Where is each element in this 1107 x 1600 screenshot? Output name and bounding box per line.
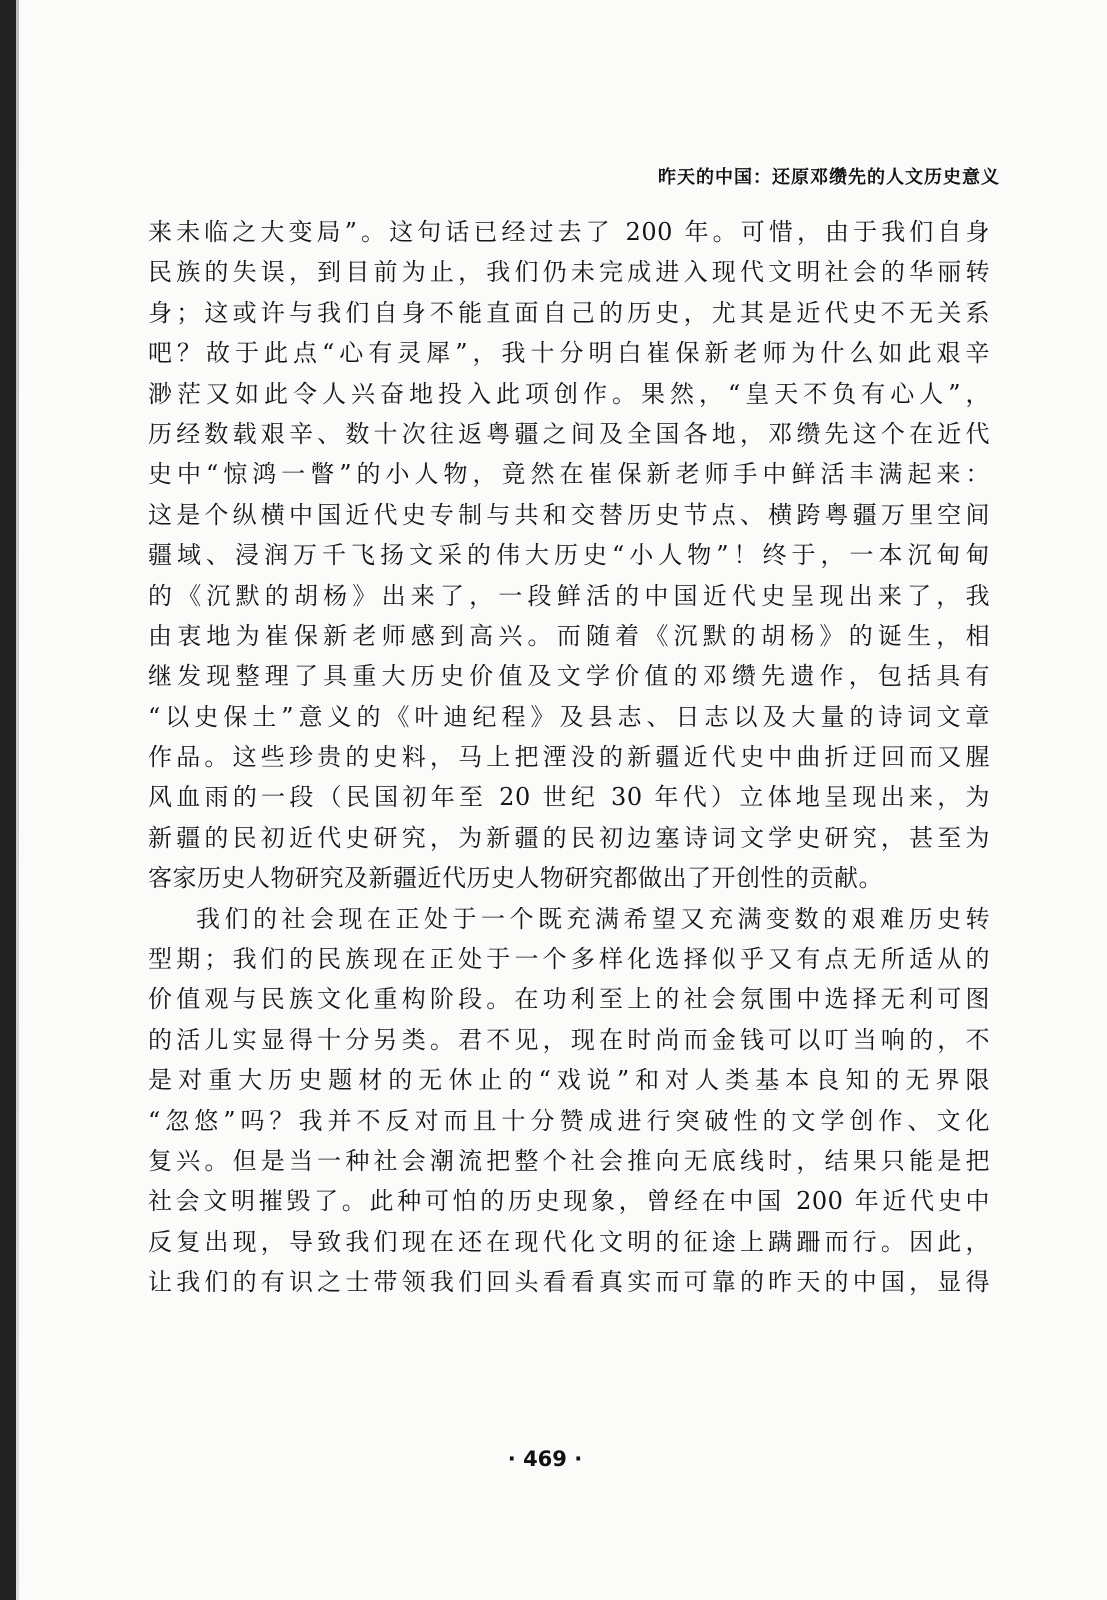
text-line: 的活儿实显得十分另类。君不见，现在时尚而金钱可以叮当响的，不 bbox=[148, 1025, 990, 1054]
text-line: 渺茫又如此令人兴奋地投入此项创作。果然，“皇天不负有心人”， bbox=[148, 379, 990, 408]
text-line: 历经数载艰辛、数十次往返粤疆之间及全国各地，邓缵先这个在近代 bbox=[148, 419, 990, 448]
text-line: 民族的失误，到目前为止，我们仍未完成进入现代文明社会的华丽转 bbox=[148, 258, 990, 287]
page-binding-edge bbox=[0, 0, 16, 1600]
text-line: 价值观与民族文化重构阶段。在功利至上的社会氛围中选择无利可图 bbox=[148, 985, 990, 1014]
text-line: 让我们的有识之士带领我们回头看看真实而可靠的昨天的中国，显得 bbox=[148, 1268, 990, 1297]
text-line: “以史保土”意义的《叶迪纪程》及县志、日志以及大量的诗词文章 bbox=[148, 702, 990, 731]
running-head: 昨天的中国：还原邓缵先的人文历史意义 bbox=[658, 167, 1000, 188]
paragraph-1 bbox=[148, 212, 990, 899]
page-number: · 469 · bbox=[507, 1447, 583, 1471]
text-line: 继发现整理了具重大历史价值及文学价值的邓缵先遗作，包括具有 bbox=[148, 662, 990, 691]
text-line: 由衷地为崔保新老师感到高兴。而随着《沉默的胡杨》的诞生，相 bbox=[148, 621, 990, 650]
text-line: 作品。这些珍贵的史料，马上把湮没的新疆近代史中曲折迂回而又腥 bbox=[148, 743, 990, 772]
text-line: 客家历史人物研究及新疆近代历史人物研究都做出了开创性的贡献。 bbox=[148, 864, 883, 893]
text-line: 社会文明摧毁了。此种可怕的历史现象，曾经在中国 200 年近代史中 bbox=[148, 1187, 990, 1216]
text-line: 吧？故于此点“心有灵犀”，我十分明白崔保新老师为什么如此艰辛 bbox=[148, 339, 990, 368]
text-line: 的《沉默的胡杨》出来了，一段鲜活的中国近代史呈现出来了，我 bbox=[148, 581, 990, 610]
text-line: 我们的社会现在正处于一个既充满希望又充满变数的艰难历史转 bbox=[196, 904, 990, 933]
text-line: 反复出现，导致我们现在还在现代化文明的征途上蹒跚而行。因此， bbox=[148, 1227, 990, 1256]
header-rule bbox=[160, 195, 1000, 196]
text-line: 风血雨的一段（民国初年至 20 世纪 30 年代）立体地呈现出来，为 bbox=[148, 783, 990, 812]
text-line: 是对重大历史题材的无休止的“戏说”和对人类基本良知的无界限 bbox=[148, 1066, 990, 1095]
text-line: 这是个纵横中国近代史专制与共和交替历史节点、横跨粤疆万里空间 bbox=[148, 500, 990, 529]
text-line: 史中“惊鸿一瞥”的小人物，竟然在崔保新老师手中鲜活丰满起来： bbox=[148, 460, 990, 489]
text-line: “忽悠”吗？我并不反对而且十分赞成进行突破性的文学创作、文化 bbox=[148, 1106, 990, 1135]
text-line: 新疆的民初近代史研究，为新疆的民初边塞诗词文学史研究，甚至为 bbox=[148, 823, 990, 852]
paragraph-2 bbox=[148, 899, 990, 1303]
text-line: 型期；我们的民族现在正处于一个多样化选择似乎又有点无所适从的 bbox=[148, 945, 990, 974]
text-line: 复兴。但是当一种社会潮流把整个社会推向无底线时，结果只能是把 bbox=[148, 1146, 990, 1175]
text-line: 来未临之大变局”。这句话已经过去了 200 年。可惜，由于我们自身 bbox=[148, 218, 990, 246]
body-text bbox=[148, 212, 990, 1303]
text-line: 疆域、浸润万千飞扬文采的伟大历史“小人物”！终于，一本沉甸甸 bbox=[148, 541, 990, 570]
text-line: 身；这或许与我们自身不能直面自己的历史，尤其是近代史不无关系 bbox=[148, 298, 990, 327]
